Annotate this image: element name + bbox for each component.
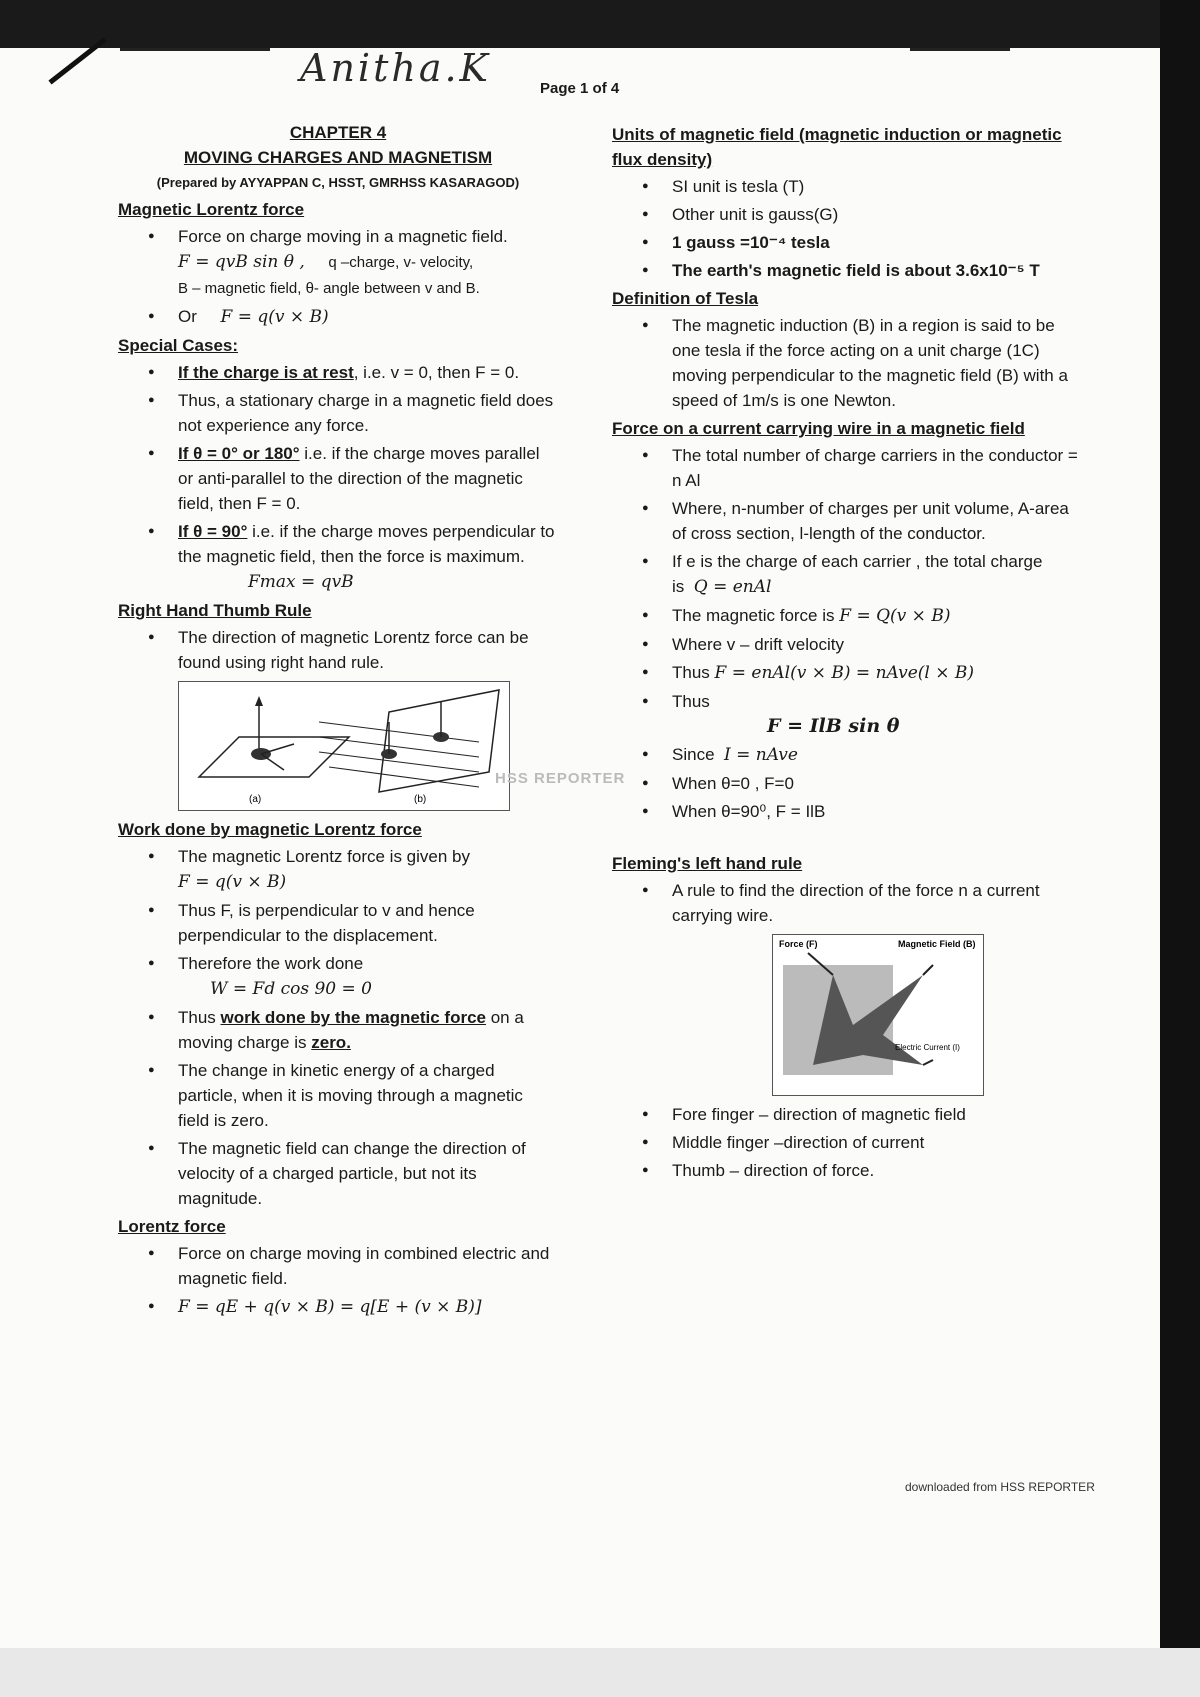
equation: F = Q(v × B) — [839, 606, 951, 626]
list-item: ● Thus, a stationary charge in a magnetic field does not experience any force. — [118, 388, 558, 438]
label-magnetic-field: Magnetic Field (B) — [898, 939, 976, 949]
section-heading-work-done: Work done by magnetic Lorentz force — [118, 820, 422, 839]
equation: F = q(v × B) — [178, 872, 287, 892]
list-item: ● If the charge is at rest, i.e. v = 0, then F = 0. — [118, 360, 558, 385]
fleming-list — [612, 1102, 1082, 1183]
list-item: ● The change in kinetic energy of a charged particle, when it is moving through a magnetic field is zero. — [118, 1058, 558, 1133]
lorentz-list — [118, 224, 558, 330]
section-heading-fleming: Fleming's left hand rule — [612, 854, 803, 873]
list-item: ● If e is the charge of each carrier , the total charge is Q = enAl — [612, 549, 1082, 600]
list-item: ● Therefore the work done W = Fd cos 90 = 0 — [118, 951, 558, 1002]
right-hand-rule-diagram — [179, 682, 509, 810]
equation: F = IlB sin θ — [767, 715, 900, 737]
list-item: ● The total number of charge carriers in the conductor = n Al — [612, 443, 1082, 493]
list-item: ● The earth's magnetic field is about 3.6x10⁻⁵ T — [612, 258, 1082, 283]
section-heading-units: Units of magnetic field (magnetic induction or magnetic flux density) — [612, 125, 1062, 169]
list-item: ● Thumb – direction of force. — [612, 1158, 1082, 1183]
list-item: ● When θ=0 , F=0 — [612, 771, 1082, 796]
list-item: ● Where, n-number of charges per unit volume, A-area of cross section, l-length of the conductor. — [612, 496, 1082, 546]
handwritten-signature: Anitha.K — [300, 46, 491, 90]
list-item: ● 1 gauss =10⁻⁴ tesla — [612, 230, 1082, 255]
right-hand-rule-figure — [178, 681, 510, 811]
equation: F = qvB sin θ , — [178, 252, 305, 272]
label-force: Force (F) — [779, 939, 818, 949]
scan-edge-shadow — [1160, 0, 1200, 1697]
list-item: ● If θ = 90° i.e. if the charge moves perpendicular to the magnetic field, then the force is maximum. Fmax = qvB — [118, 519, 558, 595]
section-heading-current-wire: Force on a current carrying wire in a magnetic field — [612, 419, 1025, 438]
fleming-hand-figure — [772, 934, 984, 1096]
list-item: ● Thus F, is perpendicular to v and hence perpendicular to the displacement. — [118, 898, 558, 948]
top-border-line — [120, 48, 270, 51]
scan-bottom-edge — [0, 1648, 1200, 1697]
work-done-list — [118, 844, 558, 1211]
list-item: ● Since I = nAve — [612, 742, 1082, 768]
list-item: ● Force on charge moving in combined electric and magnetic field. — [118, 1241, 558, 1291]
list-item: ● Middle finger –direction of current — [612, 1130, 1082, 1155]
chapter-number: CHAPTER 4 — [289, 123, 387, 142]
equation: F = qE + q(v × B) = q[E + (v × B)] — [178, 1297, 482, 1317]
equation: F = enAl(v × B) = nAve(l × B) — [714, 663, 975, 683]
list-item: ● The direction of magnetic Lorentz force can be found using right hand rule. — [118, 625, 558, 675]
page-number: Page 1 of 4 — [540, 80, 620, 97]
current-wire-list — [612, 443, 1082, 824]
left-column — [118, 120, 558, 1323]
section-heading-lorentz: Magnetic Lorentz force — [118, 200, 305, 219]
equation: I = nAve — [723, 745, 798, 765]
equation: W = Fd cos 90 = 0 — [210, 979, 372, 999]
equation: F = q(v × B) — [220, 307, 329, 327]
label-electric-current: Electric Current (I) — [895, 1043, 960, 1052]
list-item: ● Or F = q(v × B) — [118, 304, 558, 330]
prepared-by: (Prepared by AYYAPPAN C, HSST, GMRHSS KASARAGOD) — [156, 175, 520, 190]
list-item: ● The magnetic Lorentz force is given by F = q(v × B) — [118, 844, 558, 895]
section-heading-lorentz-force: Lorentz force — [118, 1217, 226, 1236]
top-border-line — [910, 48, 1010, 51]
list-item — [118, 1294, 558, 1320]
special-cases-list — [118, 360, 558, 595]
watermark-logo: HSS REPORTER — [495, 770, 626, 787]
list-item: ● SI unit is tesla (T) — [612, 174, 1082, 199]
section-heading-right-hand-rule: Right Hand Thumb Rule — [118, 601, 312, 620]
list-item: ● Thus F = enAl(v × B) = nAve(l × B) — [612, 660, 1082, 686]
figure-label-a: (a) — [249, 794, 262, 805]
lorentz-force-list — [118, 1241, 558, 1320]
equation: Fmax = qvB — [248, 572, 354, 592]
figure-label-b: (b) — [414, 794, 427, 805]
list-item: ● Thus F = IlB sin θ — [612, 689, 1082, 739]
section-heading-tesla: Definition of Tesla — [612, 289, 759, 308]
list-item: ● Fore finger – direction of magnetic field — [612, 1102, 1082, 1127]
list-item: ● If θ = 0° or 180° i.e. if the charge moves parallel or anti-parallel to the direction of the magnetic field, then F = 0. — [118, 441, 558, 516]
chapter-title: MOVING CHARGES AND MAGNETISM — [183, 148, 493, 167]
list-item: ● Where v – drift velocity — [612, 632, 1082, 657]
list-item: ● The magnetic induction (B) in a region is said to be one tesla if the force acting on a unit charge (1C) moving perpendicular to the magnetic field (B) with a speed of 1m/s is one Newton. — [612, 313, 1082, 413]
section-heading-special-cases: Special Cases: — [118, 336, 239, 355]
list-item: ● The magnetic field can change the direction of velocity of a charged particle, but not its magnitude. — [118, 1136, 558, 1211]
units-list — [612, 174, 1082, 283]
equation: Q = enAl — [693, 577, 772, 597]
right-column — [612, 120, 1082, 1186]
list-item: ● A rule to find the direction of the force n a current carrying wire. — [612, 878, 1082, 928]
list-item: ● Other unit is gauss(G) — [612, 202, 1082, 227]
list-item: ● When θ=90⁰, F = IlB — [612, 799, 1082, 824]
list-item: ● Thus work done by the magnetic force on a moving charge is zero. — [118, 1005, 558, 1055]
footer-source: downloaded from HSS REPORTER — [905, 1480, 1095, 1494]
fleming-hand-diagram — [773, 935, 983, 1095]
list-item: ● The magnetic force is F = Q(v × B) — [612, 603, 1082, 629]
list-item: ● Force on charge moving in a magnetic field. F = qvB sin θ , q –charge, v- velocity, B – magnetic field, θ- angle between v and B. — [118, 224, 558, 301]
